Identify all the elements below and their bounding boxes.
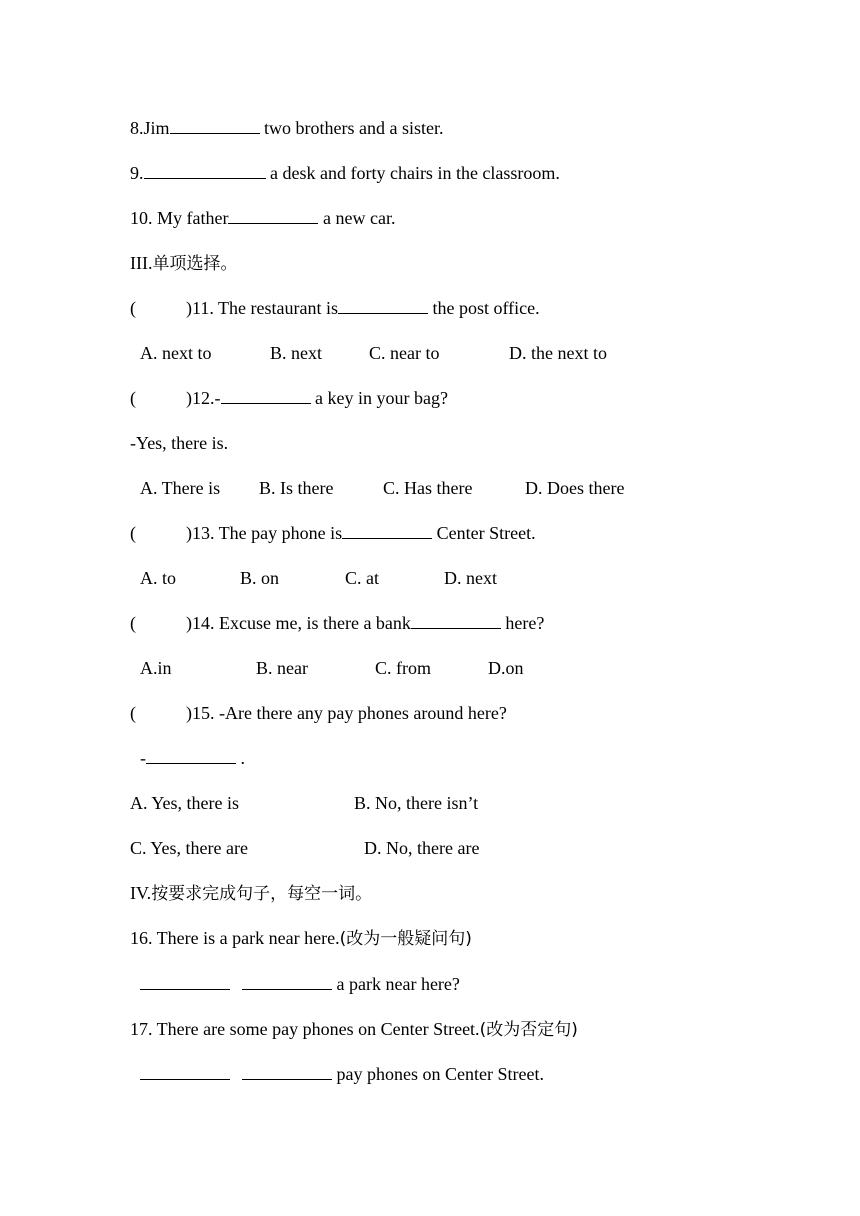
option-c: C. Yes, there are bbox=[130, 838, 248, 858]
option-d: D. No, there are bbox=[364, 838, 480, 858]
answer-blank[interactable] bbox=[338, 297, 428, 314]
question-16 bbox=[130, 927, 472, 950]
question-9-text: a desk and forty chairs in the classroom. bbox=[265, 163, 560, 183]
section-title: 单项选择。 bbox=[152, 254, 238, 274]
question-17 bbox=[130, 1018, 578, 1041]
question-15-reply bbox=[140, 747, 245, 769]
option-b: B. Is there bbox=[259, 478, 334, 498]
question-11-tail: the post office. bbox=[427, 298, 540, 318]
question-13-tail: Center Street. bbox=[432, 523, 536, 543]
option-c: C. at bbox=[345, 568, 379, 588]
answer-blank[interactable] bbox=[342, 522, 432, 539]
question-17-instruction: (改为否定句) bbox=[479, 1020, 578, 1040]
reply-dash: - bbox=[140, 748, 146, 768]
question-11-text: )11. The restaurant is bbox=[186, 298, 338, 318]
answer-blank[interactable] bbox=[411, 612, 501, 629]
option-d: D.on bbox=[488, 658, 524, 678]
option-b: B. next bbox=[270, 343, 322, 363]
question-12-reply: -Yes, there is. bbox=[130, 433, 229, 453]
answer-bracket-open: ( bbox=[130, 703, 136, 723]
answer-bracket-open: ( bbox=[130, 298, 136, 318]
question-17-answer-tail: pay phones on Center Street. bbox=[332, 1064, 544, 1084]
answer-bracket-open: ( bbox=[130, 388, 136, 408]
answer-blank[interactable] bbox=[221, 387, 311, 404]
question-15 bbox=[130, 702, 507, 724]
question-8-prefix: 8.Jim bbox=[130, 118, 170, 138]
option-c: C. from bbox=[375, 658, 431, 678]
section-number: III. bbox=[130, 253, 153, 273]
section-title: 按要求完成句子，每空一词。 bbox=[151, 884, 373, 904]
answer-bracket-open: ( bbox=[130, 523, 136, 543]
answer-blank[interactable] bbox=[146, 747, 236, 764]
question-14-text: )14. Excuse me, is there a bank bbox=[186, 613, 411, 633]
question-8 bbox=[130, 117, 443, 139]
option-a: A.in bbox=[140, 658, 172, 678]
question-17-text: 17. There are some pay phones on Center Street. bbox=[130, 1019, 480, 1039]
question-16-answer bbox=[140, 973, 460, 995]
option-b: B. No, there isn’t bbox=[354, 793, 479, 813]
section-number: IV. bbox=[130, 883, 152, 903]
option-a: A. next to bbox=[140, 343, 212, 363]
section-3-heading bbox=[130, 252, 237, 275]
option-c: C. Has there bbox=[383, 478, 473, 498]
option-a: A. Yes, there is bbox=[130, 793, 240, 813]
option-b: B. on bbox=[240, 568, 280, 588]
question-12-text: )12.- bbox=[186, 388, 221, 408]
question-10 bbox=[130, 207, 395, 229]
option-a: A. to bbox=[140, 568, 176, 588]
question-16-answer-tail: a park near here? bbox=[332, 974, 460, 994]
option-d: D. Does there bbox=[525, 478, 625, 498]
answer-blank-2[interactable] bbox=[242, 973, 332, 990]
answer-blank[interactable] bbox=[144, 162, 266, 179]
answer-blank[interactable] bbox=[170, 117, 260, 134]
option-a: A. There is bbox=[140, 478, 221, 498]
answer-blank-2[interactable] bbox=[242, 1063, 332, 1080]
section-4-heading bbox=[130, 882, 372, 905]
question-16-text: 16. There is a park near here. bbox=[130, 928, 340, 948]
option-d: D. the next to bbox=[509, 343, 607, 363]
question-14-tail: here? bbox=[500, 613, 545, 633]
answer-blank-1[interactable] bbox=[140, 973, 230, 990]
option-c: C. near to bbox=[369, 343, 440, 363]
question-16-instruction: (改为一般疑问句) bbox=[339, 929, 472, 949]
option-d: D. next bbox=[444, 568, 497, 588]
question-13-text: )13. The pay phone is bbox=[186, 523, 343, 543]
question-8-text: two brothers and a sister. bbox=[259, 118, 444, 138]
question-14 bbox=[130, 612, 544, 634]
question-13 bbox=[130, 522, 536, 544]
question-10-prefix: 10. My father bbox=[130, 208, 229, 228]
question-12-tail: a key in your bag? bbox=[310, 388, 448, 408]
question-12 bbox=[130, 387, 448, 409]
question-9 bbox=[130, 162, 560, 184]
question-10-text: a new car. bbox=[318, 208, 396, 228]
answer-blank-1[interactable] bbox=[140, 1063, 230, 1080]
answer-blank[interactable] bbox=[228, 207, 318, 224]
answer-bracket-open: ( bbox=[130, 613, 136, 633]
question-15-text: )15. -Are there any pay phones around here? bbox=[186, 703, 507, 723]
question-9-prefix: 9. bbox=[130, 163, 144, 183]
reply-period: . bbox=[236, 748, 245, 768]
option-b: B. near bbox=[256, 658, 308, 678]
question-17-answer bbox=[140, 1063, 544, 1085]
question-11 bbox=[130, 297, 540, 319]
